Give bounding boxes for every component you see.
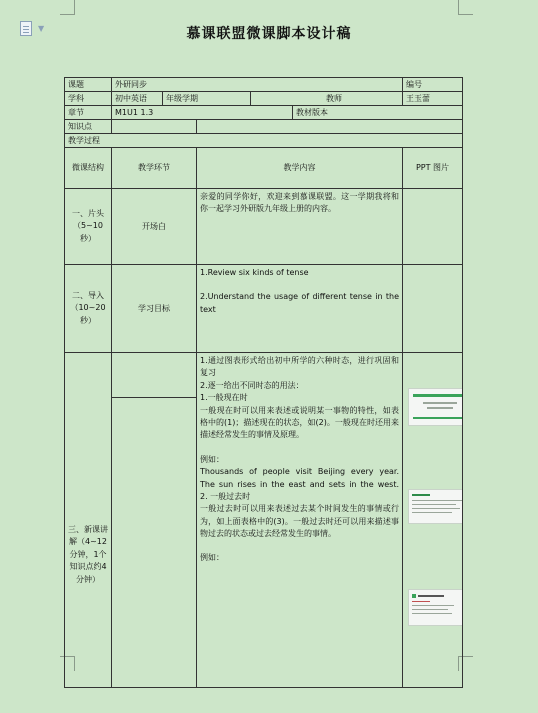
knowledge-extra[interactable] xyxy=(197,120,463,134)
lead-in-row xyxy=(65,265,463,353)
row-content[interactable] xyxy=(197,189,403,265)
chevron-down-icon[interactable]: ▼ xyxy=(38,24,45,33)
content-line: 一般过去时可以用来表述过去某个时间发生的事情或行为，如上面表格中的(3)。一般过去时还可以用来描述事物过去的状态或过去经常发生的事情。 xyxy=(200,504,400,539)
chapter-value[interactable]: M1U1 1.3 xyxy=(112,106,293,120)
ppt-thumbnail-1[interactable] xyxy=(408,388,463,426)
ppt-cell xyxy=(403,189,463,265)
document-title: 慕课联盟微课脚本设计稿 xyxy=(186,26,352,42)
row-content[interactable] xyxy=(197,353,403,688)
row-step: 开场白 xyxy=(112,189,197,265)
ppt-cell xyxy=(403,353,463,688)
ppt-thumbnail-3[interactable] xyxy=(408,589,463,626)
topic-value[interactable]: 外研同步 xyxy=(112,78,403,92)
margin-mark-top-left xyxy=(60,0,75,15)
content-line: 1.一般现在时 xyxy=(200,393,248,403)
content-line: 1.Review six kinds of tense xyxy=(200,268,309,277)
subject-value[interactable]: 初中英语 xyxy=(112,92,163,106)
content-line: 一般现在时可以用来表述或说明某一事物的特性，如表格中的(1)；描述现在的状态，如(2)。一般现在时还用来描述经常发生的事情及原理。 xyxy=(200,405,400,440)
subject-row xyxy=(65,92,463,106)
ppt-cell xyxy=(403,265,463,353)
textbook-label: 教材版本 xyxy=(293,106,463,120)
content-line: 2.Understand the usage of different tense in the text xyxy=(200,292,400,314)
ppt-thumbnail-2[interactable] xyxy=(408,489,463,524)
header-ppt: PPT 图片 xyxy=(403,148,463,189)
new-lesson-row xyxy=(65,353,463,688)
margin-mark-top-right xyxy=(458,0,473,15)
content-line: 亲爱的同学你好，欢迎来到慕课联盟。这一学期我将和你一起学习外研版九年级上册的内容。 xyxy=(200,192,400,214)
topic-label: 课题 xyxy=(65,78,112,92)
content-line: The sun rises in the east and sets in the west. xyxy=(200,479,400,489)
content-line: 1.通过图表形式给出初中所学的六种时态，进行巩固和复习 xyxy=(200,356,400,378)
content-line: Thousands of people visit Beijing every year. xyxy=(200,467,400,477)
number-label: 编号 xyxy=(403,78,463,92)
row-structure: 二、导入（10~20秒） xyxy=(65,265,112,353)
intro-row xyxy=(65,189,463,265)
grade-value[interactable]: 年级学期 xyxy=(163,92,251,106)
chapter-label: 章节 xyxy=(65,106,112,120)
subject-label: 学科 xyxy=(65,92,112,106)
row-step: 学习目标 xyxy=(112,265,197,353)
topic-row xyxy=(65,78,463,92)
content-line: 例如： xyxy=(200,454,224,464)
row-content[interactable] xyxy=(197,265,403,353)
knowledge-value[interactable] xyxy=(112,120,197,134)
header-row xyxy=(65,148,463,189)
content-line: 例如： xyxy=(200,553,224,563)
row-structure: 三、新课讲解（4~12分钟，1个知识点约4分钟） xyxy=(65,353,112,688)
knowledge-row xyxy=(65,120,463,134)
content-line: 2.逐一给出不同时态的用法： xyxy=(200,380,304,390)
teacher-label: 教师 xyxy=(251,92,403,106)
chapter-row xyxy=(65,106,463,120)
row-structure: 一、片头（5~10秒） xyxy=(65,189,112,265)
header-structure: 微课结构 xyxy=(65,148,112,189)
header-content: 教学内容 xyxy=(197,148,403,189)
knowledge-label: 知识点 xyxy=(65,120,112,134)
header-step: 教学环节 xyxy=(112,148,197,189)
teacher-value[interactable]: 王玉蕾 xyxy=(403,92,463,106)
process-row xyxy=(65,134,463,148)
process-label: 教学过程 xyxy=(65,134,463,148)
script-table xyxy=(64,77,463,688)
content-line: 2. 一般过去时 xyxy=(200,491,251,501)
row-step xyxy=(112,353,197,688)
